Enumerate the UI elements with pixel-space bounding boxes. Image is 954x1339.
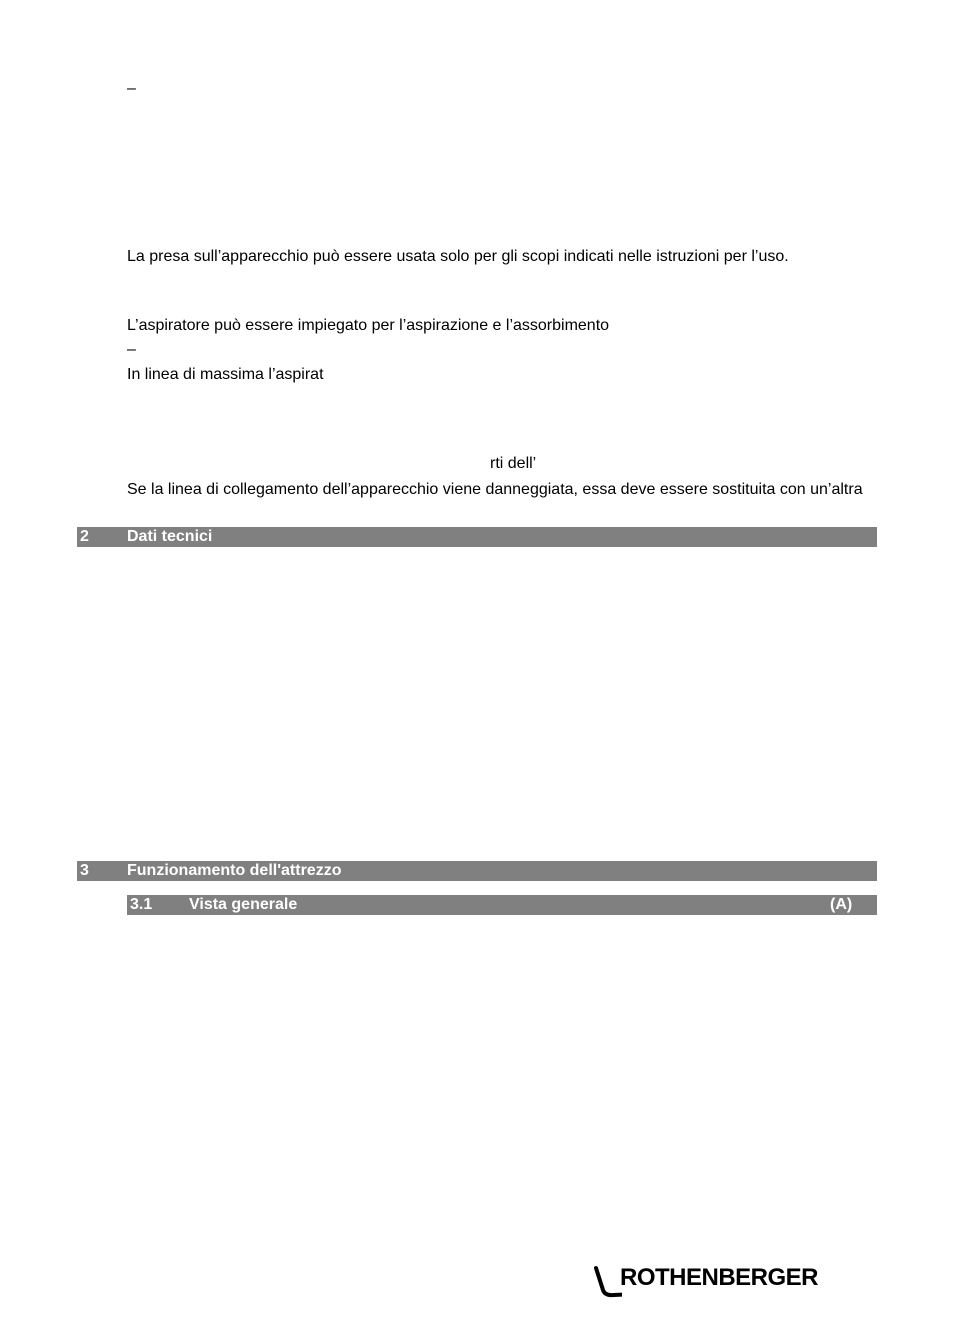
section-3-1-title: Vista generale (189, 896, 298, 913)
section-2-number: 2 (80, 528, 89, 545)
dash-2: – (127, 341, 136, 358)
dash-1: – (127, 80, 136, 97)
section-3-title: Funzionamento dell'attrezzo (127, 862, 342, 879)
section-2-title: Dati tecnici (127, 528, 213, 545)
logo-swoosh-icon (592, 1262, 622, 1298)
rothenberger-logo (592, 1262, 832, 1298)
section-3-1-heading (127, 895, 877, 915)
presa-paragraph: La presa sull’apparecchio può essere usata solo per gli scopi indicati nelle istruzioni per l’uso. (127, 248, 789, 265)
section-3-1-number: 3.1 (130, 896, 153, 913)
aspiratore-paragraph: L’aspiratore può essere impiegato per l’aspirazione e l’assorbimento (127, 317, 610, 334)
section-3-number: 3 (80, 862, 89, 879)
text-fragment: rti dell’ (490, 455, 537, 472)
section-2-heading (77, 527, 877, 547)
section-3-1-figure-ref: (A) (830, 896, 853, 913)
logo-text: ROTHENBERGER (620, 1264, 819, 1291)
collegamento-paragraph: Se la linea di collegamento dell’apparecchio viene danneggiata, essa deve essere sostituita con un’altra (127, 481, 863, 498)
linea-massima-paragraph: In linea di massima l’aspirat (127, 366, 324, 383)
section-3-heading (77, 861, 877, 881)
